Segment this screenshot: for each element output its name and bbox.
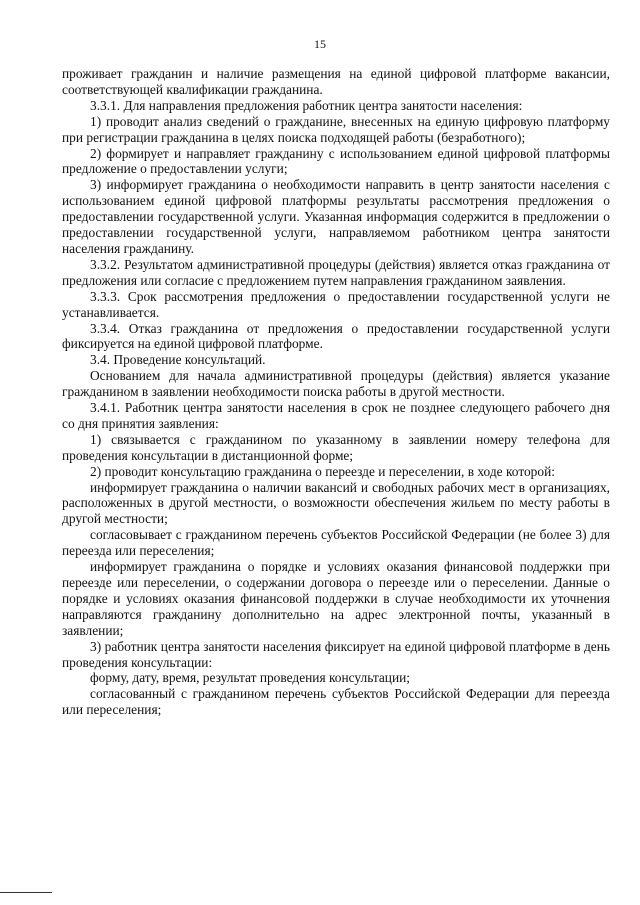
paragraph-3-3-1: 3.3.1. Для направления предложения работник центра занятости населения: bbox=[90, 97, 523, 113]
paragraph-3-4-1-item-2: 2) проводит консультацию гражданина о переезде и переселении, в ходе которой: bbox=[90, 463, 555, 479]
document-body bbox=[62, 66, 610, 718]
footnote-divider bbox=[0, 892, 52, 893]
paragraph-3-3-1-item-2: 2) формирует и направляет гражданину с использованием единой цифровой платформы предложение о предоставлении услуги; bbox=[62, 145, 610, 177]
paragraph-agreed-list: согласованный с гражданином перечень субъектов Российской Федерации для переезда или переселения; bbox=[62, 686, 610, 718]
paragraph-informs-vacancies: информирует гражданина о наличии вакансий и свободных рабочих мест в организациях, расположенных в другой местности, о возможности обеспечения жильем по месту работы в другой местности; bbox=[62, 479, 610, 527]
paragraph-3-4-1-item-1: 1) связывается с гражданином по указанному в заявлении номеру телефона для проведения консультации в дистанционной форме; bbox=[62, 431, 610, 463]
paragraph-continuation: проживает гражданин и наличие размещения на единой цифровой платформе вакансии, соответствующей квалификации гражданина. bbox=[62, 66, 610, 97]
page-number: 15 bbox=[314, 37, 326, 51]
paragraph-basis: Основанием для начала административной процедуры (действия) является указание гражданином в заявлении необходимости поиска работы в другой местности. bbox=[62, 368, 610, 400]
paragraph-3-3-1-item-1: 1) проводит анализ сведений о гражданине, внесенных на единую цифровую платформу при регистрации гражданина в целях поиска подходящей работы (безработного); bbox=[62, 113, 610, 145]
paragraph-agrees-subjects: согласовывает с гражданином перечень субъектов Российской Федерации (не более 3) для переезда или переселения; bbox=[62, 527, 610, 559]
section-heading-3-4: 3.4. Проведение консультаций. bbox=[90, 352, 266, 368]
paragraph-3-3-3: 3.3.3. Срок рассмотрения предложения о предоставлении государственной услуги не устанавливается. bbox=[62, 288, 610, 320]
paragraph-informs-support: информирует гражданина о порядке и условиях оказания финансовой поддержки при переезде или переселении, о содержании договора о переезде или о переселении. Данные о порядке и условиях оказания финансовой поддержки в случае необходимости их уточнения направляются гражданину дополнительно на адрес электронной почты, указанный в заявлении; bbox=[62, 559, 610, 638]
paragraph-3-3-4: 3.3.4. Отказ гражданина от предложения о предоставлении государственной услуги фиксируется на единой цифровой платформе. bbox=[62, 320, 610, 352]
paragraph-3-4-1: 3.4.1. Работник центра занятости населения в срок не позднее следующего рабочего дня со дня принятия заявления: bbox=[62, 400, 610, 431]
paragraph-3-3-2: 3.3.2. Результатом административной процедуры (действия) является отказ гражданина от предложения или согласие с предложением путем направления гражданином заявления. bbox=[62, 256, 610, 288]
paragraph-3-3-1-item-3: 3) информирует гражданина о необходимости направить в центр занятости населения с использованием единой цифровой платформы результаты рассмотрения предложения о предоставлении государственной услуги. Указанная информация содержится в предложении о предоставлении государственной услуги, направляемом работником центра занятости населения гражданину. bbox=[62, 177, 610, 256]
paragraph-3-4-1-item-3: 3) работник центра занятости населения фиксирует на единой цифровой платформе в день проведения консультации: bbox=[62, 638, 610, 670]
paragraph-consultation-form: форму, дату, время, результат проведения консультации; bbox=[90, 670, 410, 686]
